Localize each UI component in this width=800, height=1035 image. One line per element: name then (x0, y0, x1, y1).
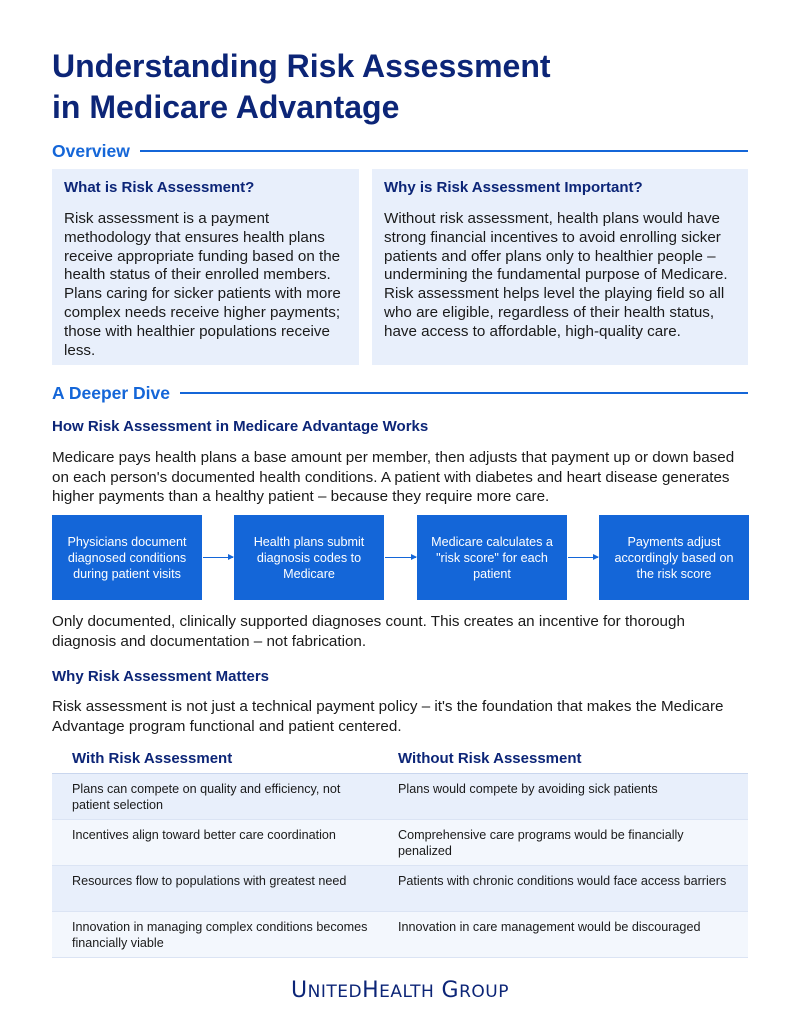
cell-with: Innovation in managing complex conditions becomes financially viable (72, 920, 368, 950)
overview-heading (52, 139, 748, 163)
cell-with: Plans can compete on quality and efficiency, not patient selection (72, 782, 341, 812)
deeper-dive-heading (52, 381, 748, 405)
card-title: Why is Risk Assessment Important? (384, 179, 643, 196)
page-title (52, 46, 752, 128)
flow-step-2: Health plans submit diagnosis codes to Medicare (234, 515, 384, 600)
card-what-is-risk-assessment (52, 169, 359, 365)
card-body: Without risk assessment, health plans would have strong financial incentives to avoid enrolling sicker patients and offer plans only to healthier people – undermining the fundamental purpose of Medicare. Risk assessment helps level the playing field so all who are eligible, regardless of their health status, have access to affordable, high-quality care. (384, 210, 728, 340)
comparison-table (52, 742, 748, 958)
deeper-dive-heading-label: A Deeper Dive (52, 382, 171, 403)
how-it-works-heading: How Risk Assessment in Medicare Advantage Works (52, 418, 429, 435)
card-why-important (372, 169, 748, 365)
flow-arrow-1 (203, 557, 233, 558)
flow-step-1: Physicians document diagnosed conditions during patient visits (52, 515, 202, 600)
why-matters-body: Risk assessment is not just a technical payment policy – it's the foundation that makes the Medicare Advantage program functional and patient centered. (52, 698, 724, 735)
flow-step-3: Medicare calculates a "risk score" for each patient (417, 515, 567, 600)
flow-step-4: Payments adjust accordingly based on the risk score (599, 515, 749, 600)
cell-with: Incentives align toward better care coordination (72, 828, 336, 842)
process-flow (52, 515, 749, 600)
cell-without: Innovation in care management would be discouraged (398, 920, 701, 934)
flow-arrow-3 (568, 557, 598, 558)
table-row (52, 774, 748, 820)
table-row (52, 820, 748, 866)
title-line-1: Understanding Risk Assessment (52, 48, 551, 84)
overview-heading-label: Overview (52, 140, 130, 161)
unitedhealth-group-logo: UNITEDHEALTH GROUP (291, 978, 509, 1003)
overview-rule (140, 150, 748, 152)
cell-without: Patients with chronic conditions would face access barriers (398, 874, 727, 888)
cell-with: Resources flow to populations with greatest need (72, 874, 347, 888)
title-line-2: in Medicare Advantage (52, 89, 400, 125)
how-it-works-body: Medicare pays health plans a base amount per member, then adjusts that payment up or down based on each person's documented health conditions. A patient with diabetes and heart disease generates higher payments than a healthy patient – because they require more care. (52, 449, 735, 505)
card-body: Risk assessment is a payment methodology that ensures health plans receive appropriate funding based on the health status of their enrolled members. Plans caring for sicker patients with more complex needs receive higher payments; those with healthier populations receive less. (64, 210, 341, 359)
header-with-risk-assessment: With Risk Assessment (72, 750, 233, 767)
documentation-note: Only documented, clinically supported diagnoses count. This creates an incentive for thorough diagnosis and documentation – not fabrication. (52, 613, 685, 650)
card-title: What is Risk Assessment? (64, 179, 255, 196)
why-matters-heading: Why Risk Assessment Matters (52, 668, 270, 685)
comparison-table-header (52, 742, 748, 774)
table-row (52, 866, 748, 912)
flow-arrow-2 (385, 557, 416, 558)
deeper-dive-rule (180, 392, 748, 394)
comparison-table-body (52, 774, 748, 958)
cell-without: Plans would compete by avoiding sick patients (398, 782, 658, 796)
cell-without: Comprehensive care programs would be financially penalized (398, 828, 684, 858)
table-row (52, 912, 748, 958)
header-without-risk-assessment: Without Risk Assessment (398, 750, 582, 767)
